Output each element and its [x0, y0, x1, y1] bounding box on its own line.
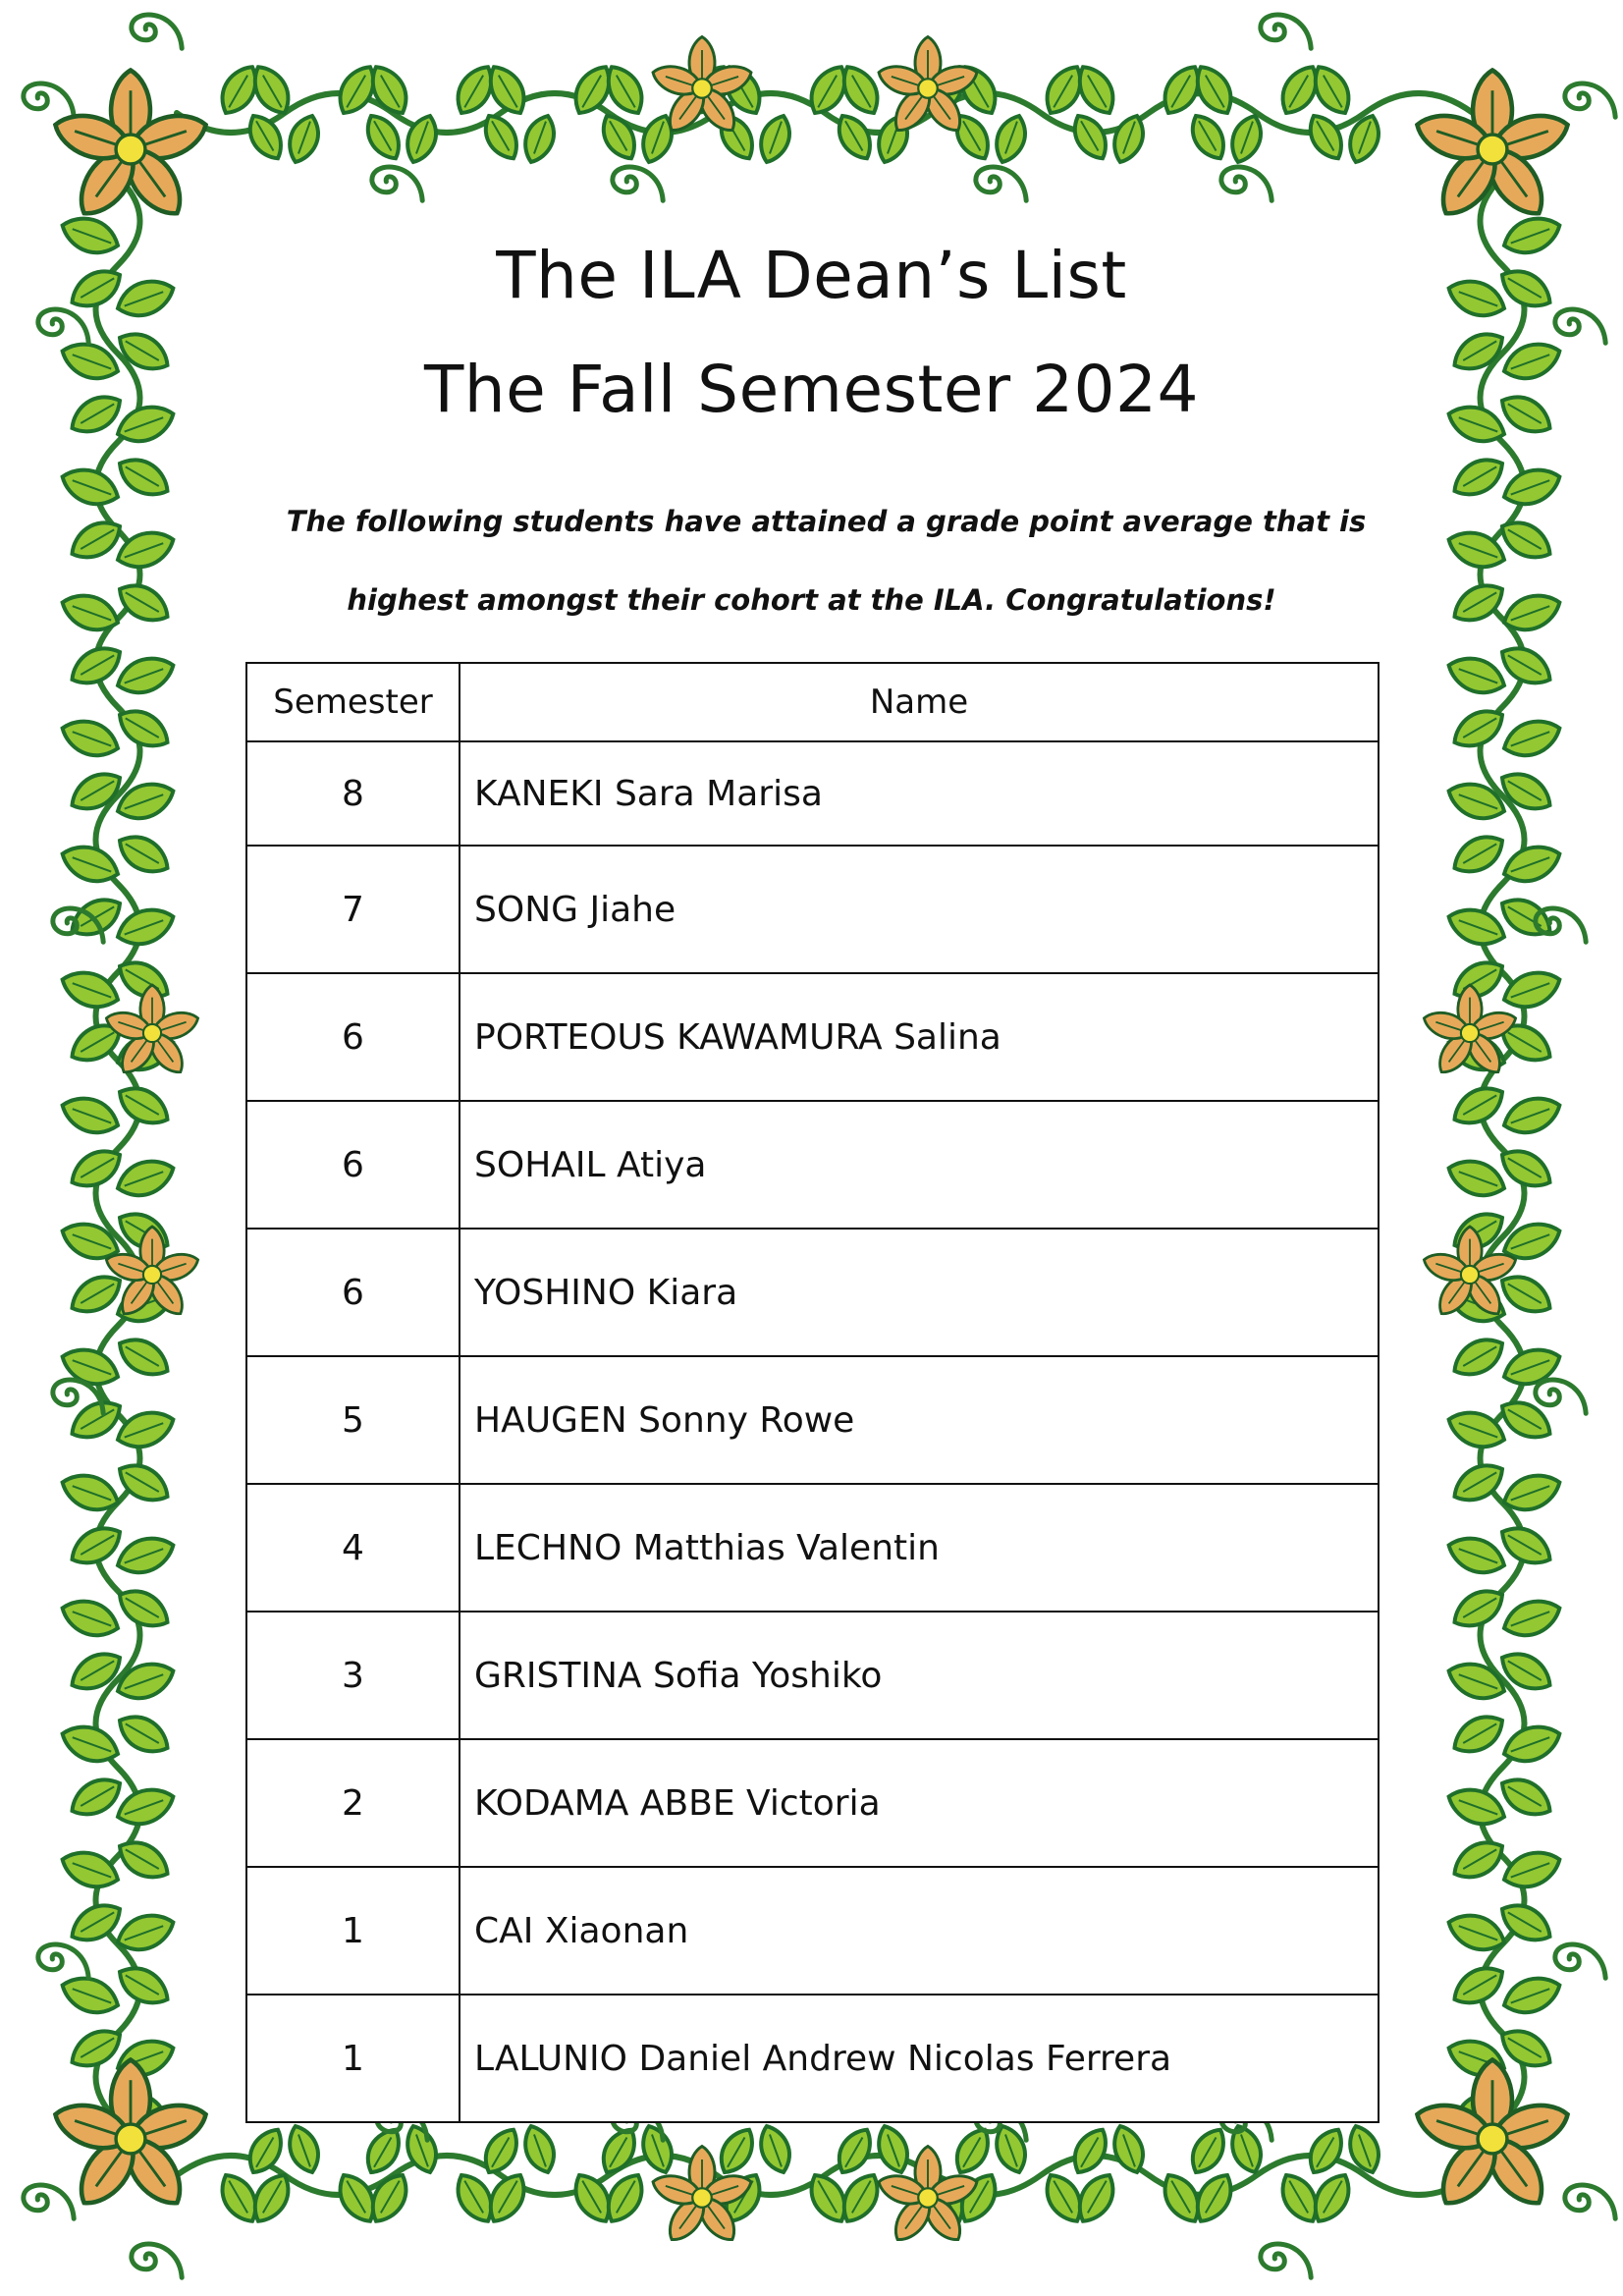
table-row: [246, 1229, 1379, 1356]
flower-center: [1461, 1266, 1479, 1284]
flower-center: [692, 79, 712, 98]
flower-center: [1478, 135, 1507, 164]
column-header-semester: Semester: [246, 663, 460, 741]
table-row: [246, 741, 1379, 846]
semester-cell: 6: [246, 1101, 460, 1229]
table-row: [246, 973, 1379, 1101]
table-row: [246, 1739, 1379, 1867]
flower-center: [143, 1024, 161, 1042]
flower-center: [1478, 2124, 1507, 2154]
flower-icon: [49, 71, 211, 225]
curl-icon: [1555, 309, 1605, 343]
student-name-cell: KANEKI Sara Marisa: [460, 741, 1379, 846]
curl-icon: [24, 83, 74, 117]
intro-text-line-2: highest amongst their cohort at the ILA. Congratulations!: [347, 583, 1276, 617]
semester-cell: 6: [246, 1229, 460, 1356]
semester-cell: 8: [246, 741, 460, 846]
student-name-cell: YOSHINO Kiara: [460, 1229, 1379, 1356]
table-row: [246, 1995, 1379, 2122]
curl-icon: [132, 2244, 182, 2277]
student-name-cell: LALUNIO Daniel Andrew Nicolas Ferrera: [460, 1995, 1379, 2122]
student-name-cell: GRISTINA Sofia Yoshiko: [460, 1612, 1379, 1739]
student-name-cell: SOHAIL Atiya: [460, 1101, 1379, 1229]
semester-cell: 4: [246, 1484, 460, 1612]
student-name-cell: CAI Xiaonan: [460, 1867, 1379, 1995]
column-header-name: Name: [460, 663, 1379, 741]
curl-icon: [1261, 2244, 1311, 2277]
student-name-cell: HAUGEN Sonny Rowe: [460, 1356, 1379, 1484]
intro-text-line-1: The following students have attained a grade point average that is: [286, 505, 1367, 538]
semester-cell: 1: [246, 1995, 460, 2122]
flower-center: [143, 1266, 161, 1284]
flower-center: [116, 135, 145, 164]
semester-cell: 3: [246, 1612, 460, 1739]
semester-cell: 6: [246, 973, 460, 1101]
flower-center: [692, 2188, 712, 2208]
curl-icon: [24, 2185, 74, 2218]
curl-icon: [613, 167, 663, 200]
curl-icon: [38, 1944, 88, 1978]
curl-icon: [1261, 15, 1311, 48]
semester-cell: 7: [246, 846, 460, 973]
semester-cell: 2: [246, 1739, 460, 1867]
page-title: The ILA Dean’s List: [496, 238, 1127, 313]
student-name-cell: LECHNO Matthias Valentin: [460, 1484, 1379, 1612]
curl-icon: [1555, 1944, 1605, 1978]
curl-icon: [132, 15, 182, 48]
curl-icon: [372, 167, 422, 200]
table-header-row: [246, 663, 1379, 741]
table-row: [246, 1484, 1379, 1612]
student-name-cell: PORTEOUS KAWAMURA Salina: [460, 973, 1379, 1101]
flower-center: [918, 79, 938, 98]
table-row: [246, 1612, 1379, 1739]
semester-cell: 1: [246, 1867, 460, 1995]
curl-icon: [976, 167, 1026, 200]
flower-icon: [49, 2060, 211, 2214]
page-subtitle-semester: The Fall Semester 2024: [423, 352, 1200, 427]
curl-icon: [1221, 167, 1271, 200]
curl-icon: [1565, 2185, 1615, 2218]
flower-center: [918, 2188, 938, 2208]
curl-icon: [38, 309, 88, 343]
table-row: [246, 1356, 1379, 1484]
table-row: [246, 1101, 1379, 1229]
flower-center: [116, 2124, 145, 2154]
student-name-cell: SONG Jiahe: [460, 846, 1379, 973]
student-name-cell: KODAMA ABBE Victoria: [460, 1739, 1379, 1867]
curl-icon: [1536, 1380, 1586, 1413]
table-row: [246, 1867, 1379, 1995]
curl-icon: [1565, 83, 1615, 117]
deans-list-table: [245, 662, 1380, 2123]
semester-cell: 5: [246, 1356, 460, 1484]
table-row: [246, 846, 1379, 973]
flower-center: [1461, 1024, 1479, 1042]
